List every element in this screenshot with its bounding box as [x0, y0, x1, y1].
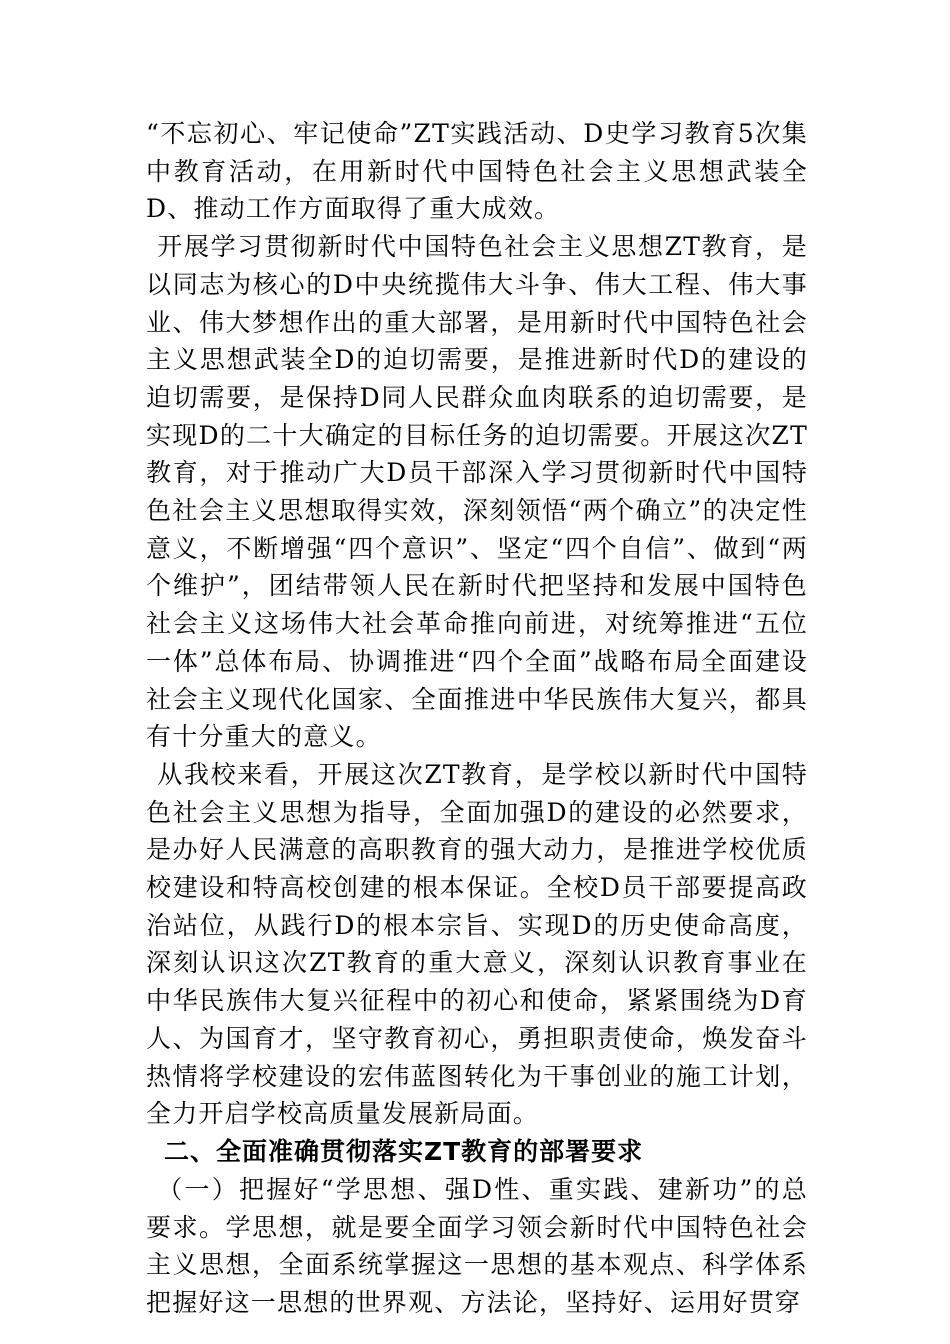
paragraph-significance: 开展学习贯彻新时代中国特色社会主义思想ZT教育，是以同志为核心的D中央统揽伟大斗争、伟大工程、伟大事业、伟大梦想作出的重大部署，是用新时代中国特色社会主义思想武装全D的迫切需要，是推进新时代D的建设的迫切需要，是保持D同人民群众血肉联系的迫切需要，是实现D的二十大确定的目标任务的迫切需要。开展这次ZT教育，对于推动广大D员干部深入学习贯彻新时代中国特色社会主义思想取得实效，深刻领悟“两个确立”的决定性意义，不断增强“四个意识”、坚定“四个自信”、做到“两个维护”，团结带领人民在新时代把坚持和发展中国特色社会主义这场伟大社会革命推向前进，对统筹推进“五位一体”总体布局、协调推进“四个全面”战略布局全面建设社会主义现代化国家、全面推进中华民族伟大复兴，都具有十分重大的意义。: [146, 232, 808, 752]
document-body: [146, 115, 808, 1322]
section-heading: 二、全面准确贯彻落实ZT教育的部署要求: [164, 1136, 644, 1166]
paragraph-intro: “不忘初心、牢记使命”ZT实践活动、D史学习教育5次集中教育活动，在用新时代中国特色社会主义思想武装全D、推动工作方面取得了重大成效。: [146, 119, 808, 224]
paragraph-school-view: 从我校来看，开展这次ZT教育，是学校以新时代中国特色社会主义思想为指导，全面加强D的建设的必然要求，是办好人民满意的高职教育的强大动力，是推进学校优质校建设和特高校创建的根本保证。全校D员干部要提高政治站位，从践行D的根本宗旨、实现D的历史使命高度，深刻认识这次ZT教育的重大意义，深刻认识教育事业在中华民族伟大复兴征程中的初心和使命，紧紧围绕为D育人、为国育才，坚守教育初心，勇担职责使命，焕发奋斗热情将学校建设的宏伟蓝图转化为干事创业的施工计划，全力开启学校高质量发展新局面。: [146, 759, 808, 1129]
paragraph-requirements: （一）把握好“学思想、强D性、重实践、建新功”的总要求。学思想，就是要全面学习领会新时代中国特色社会主义思想，全面系统掌握这一思想的基本观点、科学体系把握好这一思想的世界观、方法论，坚持好、运用好贯穿: [146, 1174, 808, 1318]
